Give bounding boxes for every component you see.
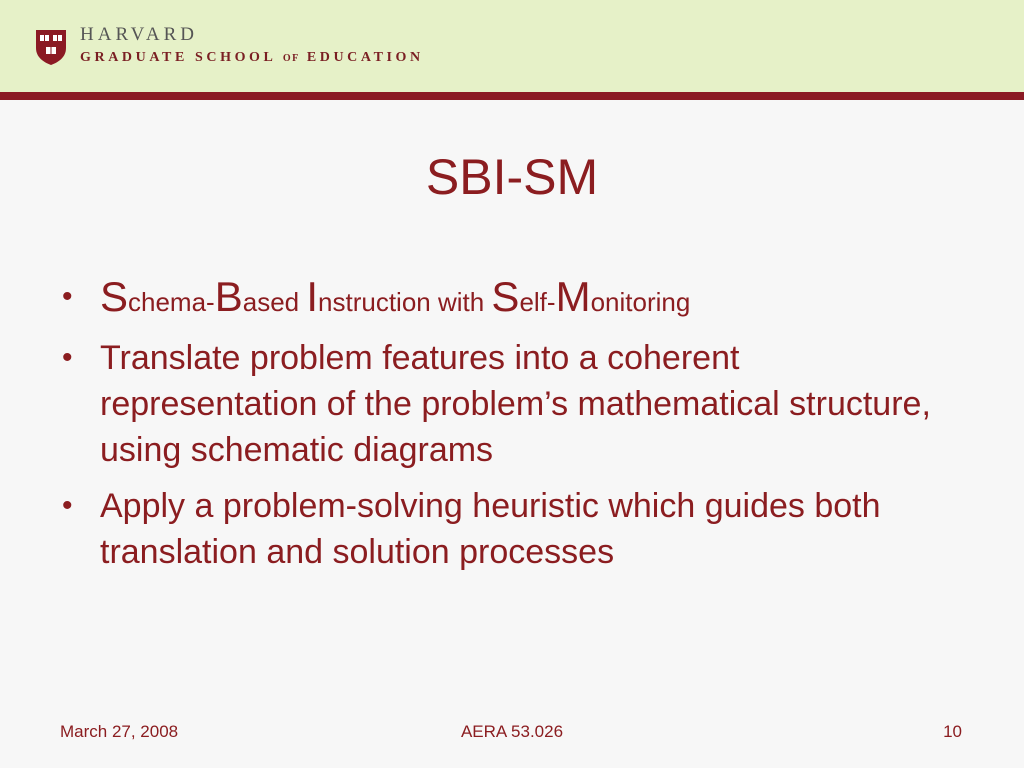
harvard-shield-icon [34, 28, 68, 66]
bullet-list [62, 272, 962, 585]
bullet-text: Translate problem features into a coherent representation of the problem’s mathematical structure, using schematic diagrams [100, 339, 931, 469]
school-name-part1: GRADUATE SCHOOL [80, 50, 276, 65]
acronym-letter: S [491, 273, 520, 320]
bullet-acronym [62, 272, 962, 327]
footer-page-number: 10 [943, 722, 962, 741]
acronym-word-part: chema- [128, 287, 215, 317]
acronym-letter: I [306, 273, 319, 320]
header-divider [0, 92, 1024, 100]
bullet-marker: • [62, 341, 73, 374]
bullet-text: Apply a problem-solving heuristic which guides both translation and solution processes [100, 487, 881, 571]
slide-title: SBI-SM [425, 149, 599, 205]
acronym-letter: B [214, 273, 243, 320]
bullet-apply [62, 483, 962, 575]
header-band [0, 0, 1024, 92]
school-name-of: OF [282, 53, 300, 64]
acronym-word-part: onitoring [590, 287, 691, 317]
school-name-part2: EDUCATION [306, 50, 424, 65]
footer-session: AERA 53.026 [460, 722, 564, 741]
bullet-translate [62, 335, 962, 473]
institution-wordmark: HARVARD [80, 24, 198, 45]
bullet-marker: • [62, 280, 73, 313]
bullet-marker: • [62, 489, 73, 522]
acronym-word-part: ased [242, 287, 307, 317]
acronym-word-part: nstruction with [318, 287, 492, 317]
footer-date: March 27, 2008 [60, 722, 179, 741]
acronym-word-part: elf- [519, 287, 556, 317]
acronym-letter: M [555, 273, 591, 320]
acronym-letter: S [100, 273, 129, 320]
school-wordmark [80, 50, 424, 66]
